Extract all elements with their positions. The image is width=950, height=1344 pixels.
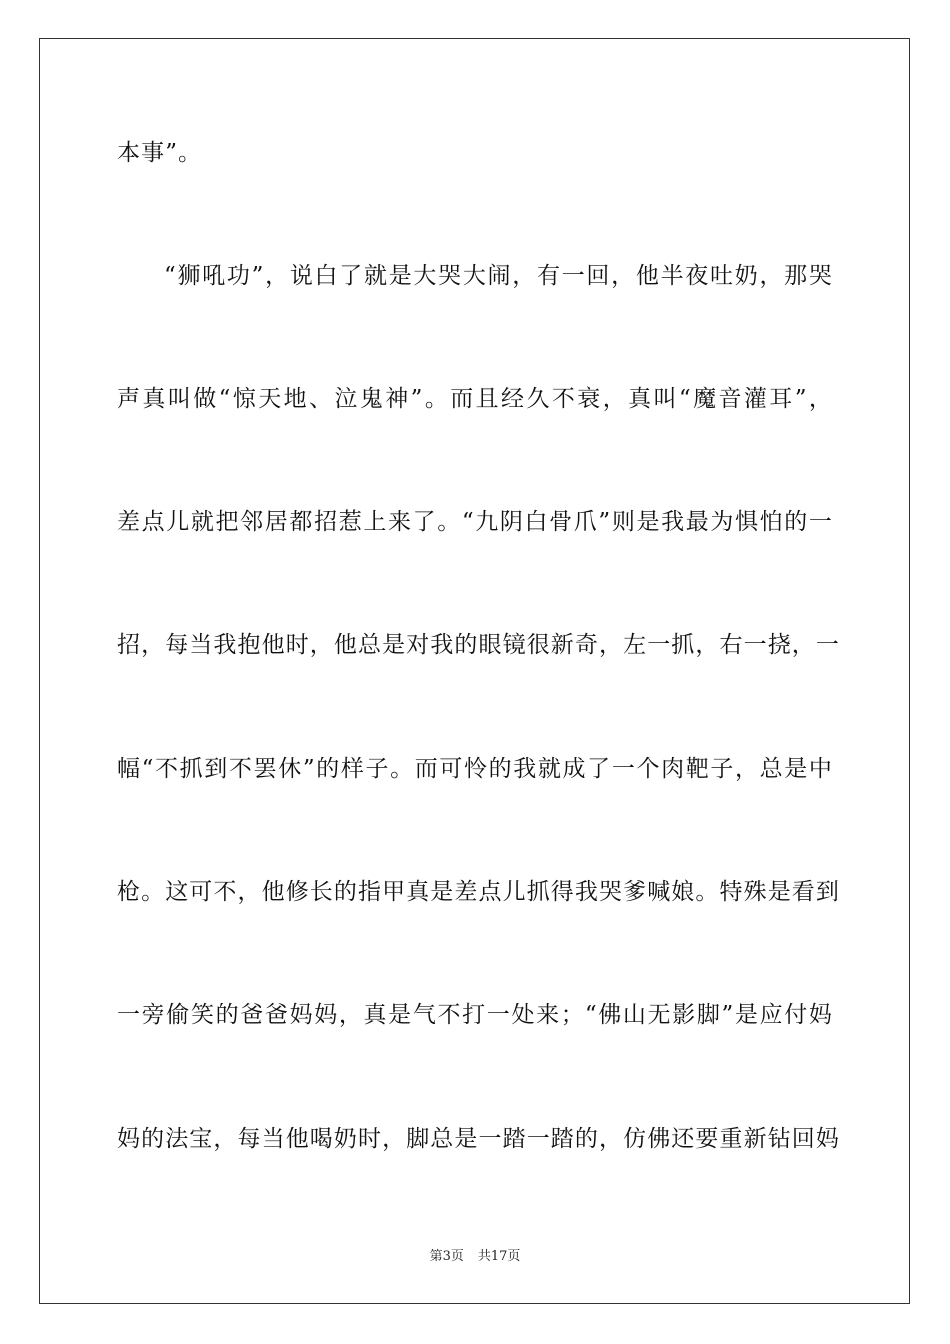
paragraph-line: 声真叫做“惊天地、泣鬼神”。而且经久不衰，真叫“魔音灌耳”， <box>117 386 833 412</box>
paragraph-line: 本事”。 <box>117 140 203 166</box>
paragraph-line: 妈的法宝，每当他喝奶时，脚总是一踏一踏的，仿佛还要重新钻回妈 <box>117 1126 840 1152</box>
paragraph-line: 差点儿就把邻居都招惹上来了。“九阴白骨爪”则是我最为惧怕的一 <box>117 509 833 535</box>
paragraph-line: 幅“不抓到不罢休”的样子。而可怜的我就成了一个肉靶子，总是中 <box>117 756 833 782</box>
paragraph-line: “狮吼功”，说白了就是大哭大闹，有一回，他半夜吐奶，那哭 <box>164 263 833 289</box>
paragraph-line: 枪。这可不，他修长的指甲真是差点儿抓得我哭爹喊娘。特殊是看到 <box>117 879 840 905</box>
page-footer <box>0 1248 950 1266</box>
page-total: 共17页 <box>477 1249 521 1264</box>
page-number: 第3页 <box>429 1249 464 1264</box>
page-border <box>39 38 910 1304</box>
paragraph-line: 招，每当我抱他时，他总是对我的眼镜很新奇，左一抓，右一挠，一 <box>117 632 840 658</box>
paragraph-line: 一旁偷笑的爸爸妈妈，真是气不打一处来；“佛山无影脚”是应付妈 <box>117 1002 833 1028</box>
